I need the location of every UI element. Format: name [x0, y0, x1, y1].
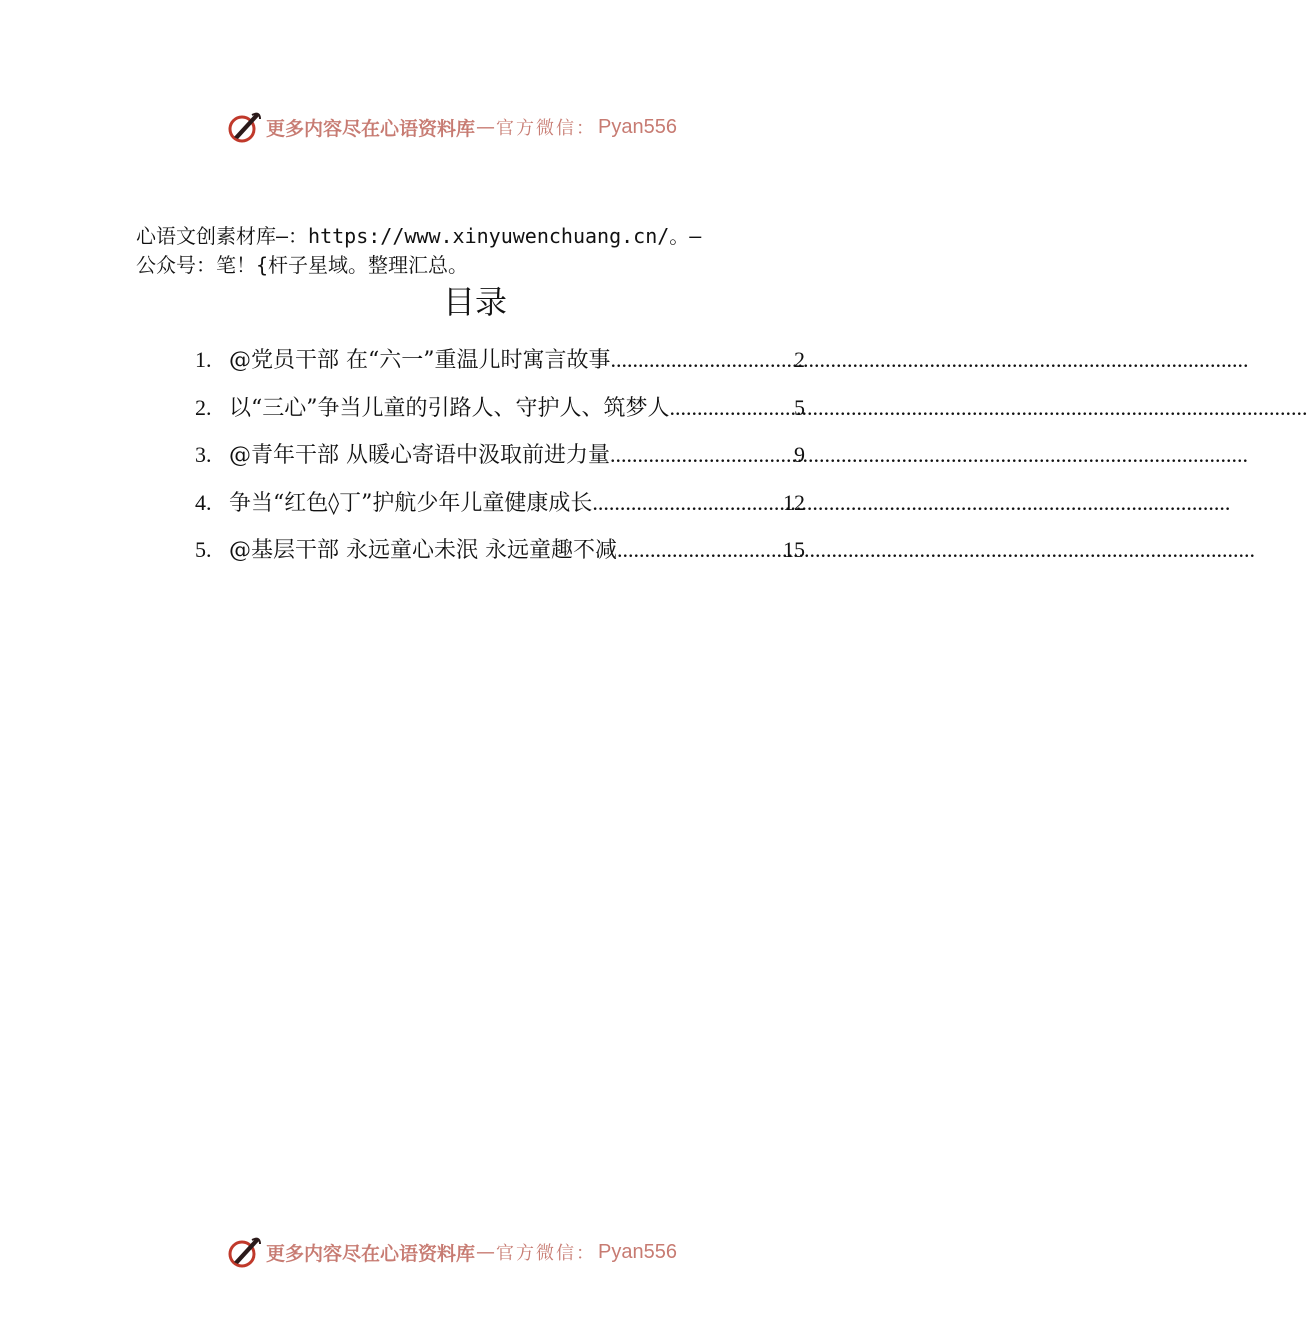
source-note-line-1: 心语文创素材库—：https://www.xinyuwenchuang.cn/。—: [136, 224, 702, 248]
banner-wechat-label: 官方微信：: [496, 1243, 597, 1264]
toc-item-3[interactable]: [195, 435, 805, 483]
toc-list: [195, 340, 805, 578]
quill-pen-icon: [226, 109, 262, 145]
banner-text: 更多内容尽在心语资料库: [266, 117, 476, 140]
source-note: [136, 222, 816, 280]
toc-leader-dots: [592, 483, 783, 523]
quill-pen-icon: [226, 1234, 262, 1270]
toc-item-title: @青年干部 从暖心寄语中汲取前进力量: [229, 443, 610, 468]
banner-wechat-id: Pyan556: [598, 1240, 677, 1263]
toc-item-number: 1.: [195, 347, 212, 372]
banner-dash: —: [476, 116, 496, 138]
toc-item-number: 3.: [195, 442, 212, 467]
toc-item-1[interactable]: [195, 340, 805, 388]
toc-item-page: 9: [794, 442, 805, 467]
toc-item-5[interactable]: [195, 530, 805, 578]
toc-item-number: 5.: [195, 537, 212, 562]
toc-item-title: @党员干部 在“六一”重温儿时寓言故事: [229, 348, 611, 373]
source-note-line-2: 公众号：笔！{杆子星域。整理汇总。: [136, 253, 469, 277]
toc-item-number: 2.: [195, 394, 212, 420]
toc-leader-dots: [670, 388, 795, 428]
toc-item-page: 2: [794, 347, 805, 372]
banner-dash: —: [476, 1241, 496, 1263]
toc-item-title: @基层干部 永远童心未泯 永远童趣不减: [229, 538, 617, 563]
toc-item-title: 以“三心”争当儿童的引路人、守护人、筑梦人: [229, 395, 670, 421]
toc-item-page: 5: [794, 394, 805, 420]
toc-item-number: 4.: [195, 489, 212, 515]
toc-title: 目录: [442, 283, 507, 321]
header-banner: [226, 107, 677, 147]
banner-text: 更多内容尽在心语资料库: [266, 1242, 476, 1265]
banner-wechat-label: 官方微信：: [496, 118, 597, 139]
toc-leader-dots: [611, 340, 795, 380]
toc-item-title: 争当“红色◊丁”护航少年儿童健康成长: [229, 490, 593, 516]
toc-item-page: 15: [783, 537, 805, 562]
footer-banner: [226, 1232, 677, 1272]
toc-leader-dots: [610, 435, 794, 475]
toc-item-2[interactable]: [195, 388, 805, 436]
banner-wechat-id: Pyan556: [598, 115, 677, 138]
toc-leader-dots: [617, 530, 783, 570]
toc-item-page: 12: [783, 489, 805, 515]
toc-item-4[interactable]: [195, 483, 805, 531]
